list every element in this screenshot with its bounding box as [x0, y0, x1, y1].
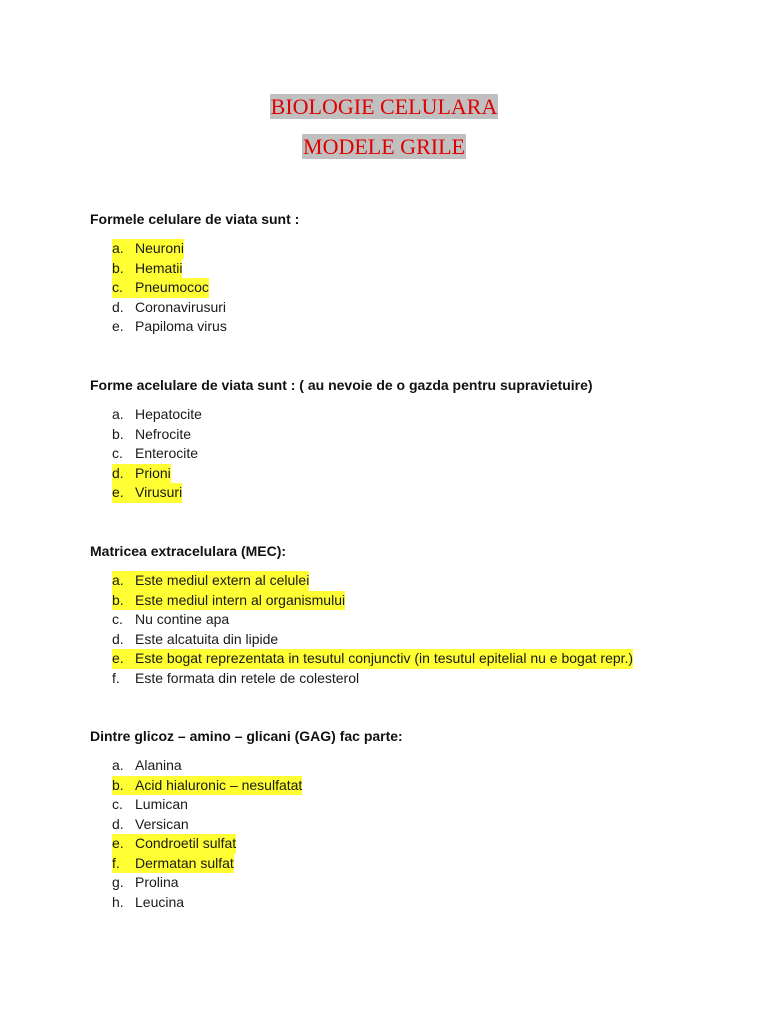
- option-letter: c.: [112, 279, 123, 295]
- question-1-options: [112, 239, 227, 337]
- option-letter: b.: [112, 425, 124, 442]
- answer-option: [112, 893, 302, 913]
- answer-text: [112, 610, 229, 630]
- option-letter: h.: [112, 893, 124, 910]
- option-letter: b.: [112, 591, 124, 608]
- option-text: Coronavirusuri: [135, 298, 227, 315]
- answer-option: [112, 834, 302, 854]
- answer-text: [112, 795, 188, 815]
- option-letter: f.: [112, 669, 120, 686]
- highlighted-answer: [112, 591, 345, 611]
- answer-text: [112, 425, 191, 445]
- option-text: Este bogat reprezentata in tesutul conjunctiv (in tesutul epitelial nu e bogat repr.): [135, 650, 634, 666]
- answer-text: [112, 298, 226, 318]
- option-letter: c.: [112, 796, 123, 812]
- highlighted-answer: [112, 483, 182, 503]
- document-title: [0, 94, 768, 120]
- document-title-text: BIOLOGIE CELULARA: [270, 94, 498, 119]
- answer-option: [112, 649, 633, 669]
- answer-option: [112, 873, 302, 893]
- question-4: Dintre glicoz – amino – glicani (GAG) fac parte:: [90, 728, 403, 744]
- answer-option: [112, 815, 302, 835]
- answer-option: [112, 483, 202, 503]
- highlighted-answer: [112, 278, 209, 298]
- option-text: Enterocite: [135, 445, 199, 461]
- question-3: Matricea extracelulara (MEC):: [90, 543, 287, 559]
- option-letter: e.: [112, 484, 124, 500]
- highlighted-answer: [112, 239, 184, 259]
- highlighted-answer: [112, 649, 633, 669]
- answer-option: [112, 630, 633, 650]
- option-text: Pneumococ: [135, 279, 209, 295]
- answer-option: [112, 278, 227, 298]
- answer-text: [112, 893, 184, 913]
- answer-text: [112, 317, 227, 337]
- option-text: Papiloma virus: [135, 318, 227, 334]
- option-letter: e.: [112, 318, 124, 334]
- option-text: Acid hialuronic – nesulfatat: [135, 776, 303, 793]
- option-text: Prioni: [135, 464, 171, 481]
- question-4-options: [112, 756, 302, 912]
- option-text: Dermatan sulfat: [135, 854, 234, 871]
- document-subtitle: [0, 134, 768, 160]
- option-letter: a.: [112, 240, 124, 256]
- option-letter: b.: [112, 776, 124, 793]
- option-text: Nu contine apa: [135, 611, 230, 627]
- option-letter: g.: [112, 874, 124, 890]
- question-3-options: [112, 571, 633, 688]
- option-text: Condroetil sulfat: [135, 835, 237, 851]
- answer-option: [112, 425, 202, 445]
- answer-option: [112, 464, 202, 484]
- highlighted-answer: [112, 854, 234, 874]
- question-2-options: [112, 405, 202, 503]
- option-letter: a.: [112, 572, 124, 588]
- option-text: Prolina: [135, 874, 179, 890]
- answer-option: [112, 854, 302, 874]
- answer-option: [112, 591, 633, 611]
- option-text: Virusuri: [135, 484, 183, 500]
- option-text: Leucina: [135, 893, 185, 910]
- option-text: Este mediul intern al organismului: [135, 591, 346, 608]
- option-letter: e.: [112, 835, 124, 851]
- highlighted-answer: [112, 259, 182, 279]
- answer-option: [112, 610, 633, 630]
- answer-option: [112, 756, 302, 776]
- option-text: Este formata din retele de colesterol: [135, 669, 360, 686]
- document-subtitle-text: MODELE GRILE: [303, 134, 465, 159]
- answer-text: [112, 815, 189, 835]
- option-text: Hepatocite: [135, 406, 202, 422]
- option-letter: a.: [112, 757, 124, 773]
- answer-text: [112, 405, 202, 425]
- option-text: Este mediul extern al celulei: [135, 572, 310, 588]
- highlighted-answer: [112, 834, 236, 854]
- option-letter: d.: [112, 464, 124, 481]
- answer-option: [112, 776, 302, 796]
- answer-option: [112, 795, 302, 815]
- highlighted-answer: [112, 464, 171, 484]
- answer-text: [112, 873, 179, 893]
- answer-text: [112, 669, 359, 689]
- answer-option: [112, 571, 633, 591]
- option-text: Este alcatuita din lipide: [135, 630, 279, 647]
- answer-text: [112, 756, 182, 776]
- option-letter: f.: [112, 854, 120, 871]
- option-text: Versican: [135, 815, 189, 832]
- answer-option: [112, 239, 227, 259]
- option-letter: e.: [112, 650, 124, 666]
- question-2: Forme acelulare de viata sunt : ( au nevoie de o gazda pentru supravietuire): [90, 377, 593, 393]
- answer-option: [112, 444, 202, 464]
- answer-text: [112, 630, 278, 650]
- answer-option: [112, 259, 227, 279]
- highlighted-answer: [112, 776, 302, 796]
- option-text: Alanina: [135, 757, 182, 773]
- option-letter: d.: [112, 298, 124, 315]
- answer-option: [112, 405, 202, 425]
- option-text: Lumican: [135, 796, 188, 812]
- question-1: Formele celulare de viata sunt :: [90, 211, 300, 227]
- option-letter: c.: [112, 445, 123, 461]
- option-text: Hematii: [135, 259, 183, 276]
- option-letter: d.: [112, 815, 124, 832]
- answer-text: [112, 444, 198, 464]
- option-letter: d.: [112, 630, 124, 647]
- answer-option: [112, 669, 633, 689]
- option-text: Neuroni: [135, 240, 185, 256]
- answer-option: [112, 298, 227, 318]
- option-letter: a.: [112, 406, 124, 422]
- option-text: Nefrocite: [135, 425, 192, 442]
- answer-option: [112, 317, 227, 337]
- highlighted-answer: [112, 571, 309, 591]
- option-letter: b.: [112, 259, 124, 276]
- option-letter: c.: [112, 611, 123, 627]
